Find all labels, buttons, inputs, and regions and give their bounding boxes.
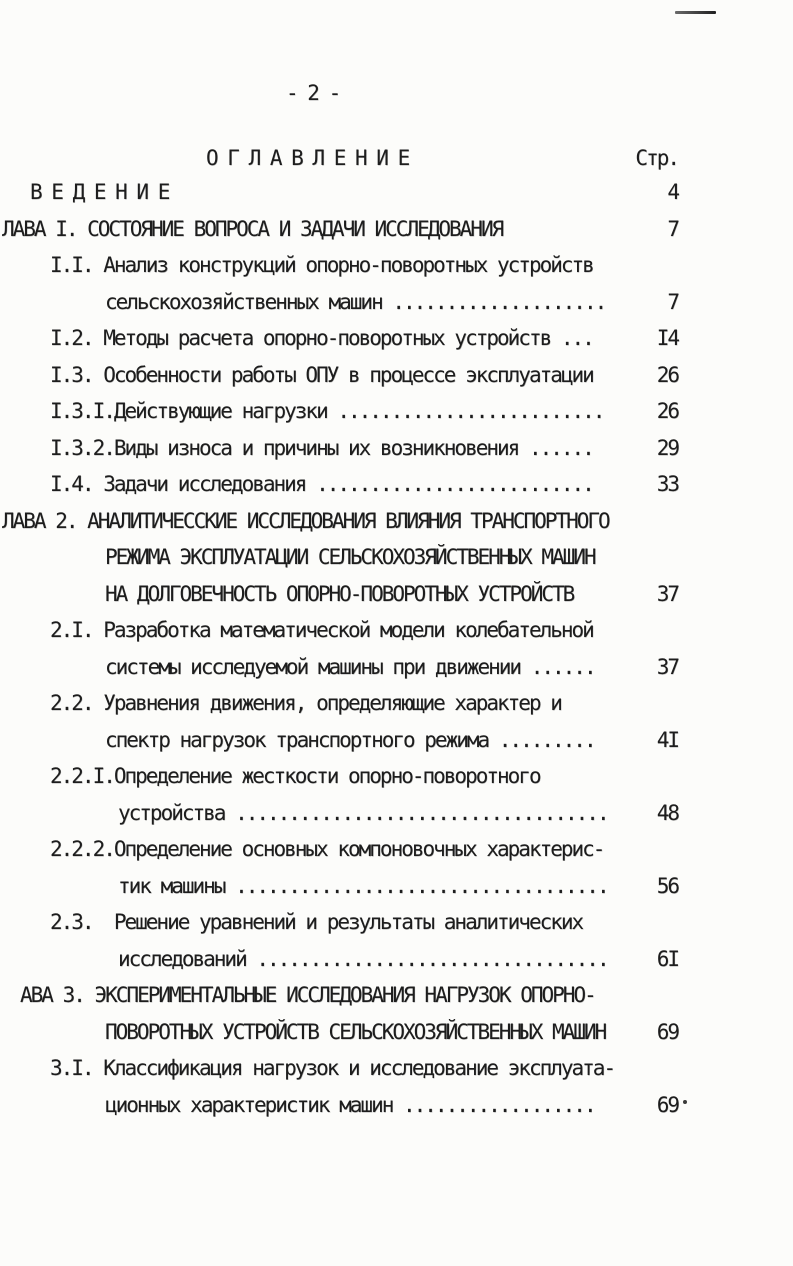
scan-artifact-dot [683,1100,687,1104]
toc-line [0,544,793,571]
page-number-label: - 2 - [286,81,340,105]
toc-line [0,471,793,498]
toc-line-text: спектр нагрузок транспортного режима ......... [105,727,595,752]
toc-line-text: сельскохозяйственных машин .................... [105,289,606,314]
toc-line-text: 3.I. Классификация нагрузок и исследование эксплуата- [50,1056,615,1081]
toc-line-page-number: I4 [656,326,678,351]
toc-line-page-number: 26 [656,399,678,424]
toc-line-page-number: 37 [656,581,678,606]
toc-line [0,398,793,425]
toc-line [0,216,793,243]
toc-line-text: устройства ................................... [118,800,608,825]
toc-line [0,179,793,206]
page-number-row [0,80,793,107]
toc-line [0,654,793,681]
toc-line [0,982,793,1009]
toc-line-page-number: 4I [656,727,678,752]
scan-artifact-line [675,11,716,14]
toc-line-text: системы исследуемой машины при движении ...... [105,654,595,679]
toc-line-page-number: 7 [667,289,678,314]
toc-line [0,1092,793,1119]
toc-line [0,763,793,790]
toc-line-text: 2.3. Решение уравнений и результаты аналитических [50,910,583,935]
toc-line-text: I.2. Методы расчета опорно-поворотных устройств ... [50,326,593,351]
toc-line-text: I.4. Задачи исследования .......................... [50,472,593,497]
toc-line-text: 2.2.I.Определение жесткости опорно-поворотного [50,764,540,789]
toc-line-text: 2.2. Уравнения движения, определяющие характер и [50,691,561,716]
toc-line-page-number: 4 [667,180,678,204]
toc-line-text: АВА 3. ЭКСПЕРИМЕНТАЛЬНЫЕ ИССЛЕДОВАНИЯ НАГРУЗОК ОПОРНО- [20,983,595,1008]
toc-line-text: РЕЖИМА ЭКСПЛУАТАЦИИ СЕЛЬСКОХОЗЯЙСТВЕННЫХ МАШИН [105,545,595,570]
toc-line-text: ционных характеристик машин .................. [105,1093,595,1117]
toc-line-page-number: 33 [656,472,678,497]
toc-line-page-number: 48 [656,800,678,825]
toc-line-page-number: 29 [656,435,678,460]
toc-line [0,1019,793,1046]
toc-line [0,690,793,717]
toc-line-text: ЛАВА 2. АНАЛИТИЧЕССКИЕ ИССЛЕДОВАНИЯ ВЛИЯНИЯ ТРАНСПОРТНОГО [2,508,609,533]
toc-line-page-number: 26 [656,362,678,387]
toc-line-page-number: 6I [656,946,678,971]
toc-line-text: I.3. Особенности работы ОПУ в процессе эксплуатации [50,362,593,387]
toc-line-page-number: 69 [656,1093,678,1117]
toc-line [0,435,793,462]
toc-line [0,909,793,936]
toc-line [0,1055,793,1082]
toc-line-text: В Е Д Е Н И Е [30,180,169,204]
toc-line [0,252,793,279]
toc-line [0,873,793,900]
toc-line-text: ПОВОРОТНЫХ УСТРОЙСТВ СЕЛЬСКОХОЗЯЙСТВЕННЫХ МАШИН [105,1019,606,1044]
toc-line [0,800,793,827]
toc-line-text: 2.I. Разработка математической модели колебательной [50,618,593,643]
toc-line-text: I.I. Анализ конструкций опорно-поворотных устройств [50,253,593,278]
toc-line [0,325,793,352]
toc-line-text: ЛАВА I. СОСТОЯНИЕ ВОПРОСА И ЗАДАЧИ ИССЛЕДОВАНИЯ [2,216,503,241]
toc-line-text: НА ДОЛГОВЕЧНОСТЬ ОПОРНО-ПОВОРОТНЫХ УСТРОЙСТВ [105,581,574,606]
toc-line [0,617,793,644]
toc-line-text: I.3.2.Виды износа и причины их возникновения ...... [50,435,593,460]
toc-line-page-number: 7 [667,216,678,241]
toc-line [0,289,793,316]
toc-line [0,836,793,863]
page-column-label: Стр. [635,146,678,170]
toc-line-page-number: 56 [656,873,678,898]
toc-line-text: 2.2.2.Определение основных компоновочных характерис- [50,837,604,862]
toc-line-page-number: 37 [656,654,678,679]
toc-line-text: исследований ................................. [118,946,608,971]
toc-line [0,581,793,608]
toc-heading-row [0,145,793,172]
toc-line-text: I.3.I.Действующие нагрузки ......................... [50,399,604,424]
toc-line [0,727,793,754]
toc-title: О Г Л А В Л Е Н И Е [206,146,409,170]
toc-line-text: тик машины ................................... [118,873,608,898]
toc-line [0,508,793,535]
toc-line [0,362,793,389]
toc-line [0,946,793,973]
toc-line-page-number: 69 [656,1019,678,1044]
